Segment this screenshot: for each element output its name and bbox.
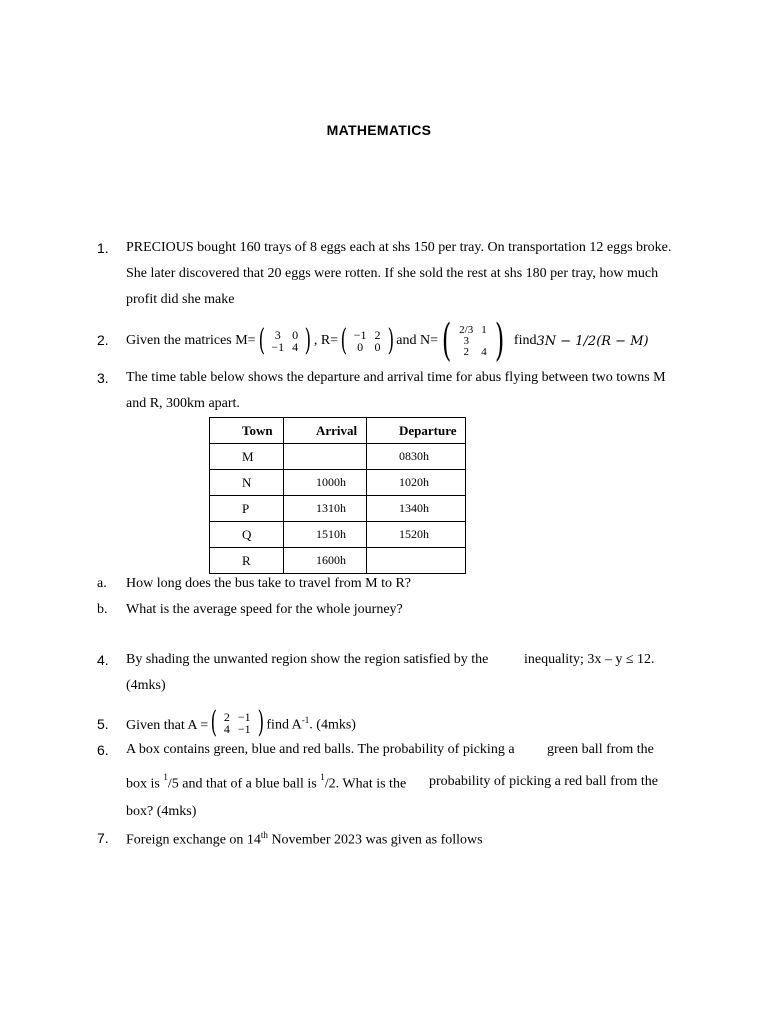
q5-inverse-sup: -1 — [301, 715, 310, 726]
matrix-a: ( 2 −1 4 −1 ) — [210, 705, 264, 740]
table-row — [210, 470, 466, 496]
q2-find: find — [513, 333, 537, 348]
question-number-2: 2. — [97, 332, 109, 348]
town-cell: N — [210, 470, 284, 496]
question-number-7: 7. — [97, 830, 109, 846]
departure-cell: 1020h — [367, 470, 466, 496]
arrival-cell: 1600h — [284, 548, 367, 574]
q6-line-1b: green ball from the — [547, 742, 654, 757]
q6-frac-1-den: /5 — [167, 776, 179, 792]
q6-line-2: box is $^1$/5 and that of a blue ball is $^1$/2. What is the — [126, 772, 407, 792]
q3-part-b-label: b. — [97, 602, 108, 617]
page-title: MATHEMATICS — [326, 122, 432, 138]
q5-statement — [126, 700, 356, 742]
matrix-m: ( 3 0 −1 4 ) — [258, 323, 312, 358]
town-cell: M — [210, 444, 284, 470]
q2-sep-2: and N= — [396, 333, 438, 348]
q6-frac-2-num: 1 — [320, 772, 325, 782]
question-number-5: 5. — [97, 716, 109, 732]
q3-part-a: How long does the bus take to travel from M to R? — [126, 576, 412, 591]
arrival-cell: 1310h — [284, 496, 367, 522]
q1-line-2: She later discovered that 20 eggs were rotten. If she sold the rest at shs 180 per tray, how much — [126, 266, 659, 281]
question-number-1: 1. — [97, 240, 109, 256]
column-header-arrival: Arrival — [284, 418, 367, 444]
matrix-r: ( −1 2 0 0 ) — [340, 323, 394, 358]
column-header-town: Town — [210, 418, 284, 444]
question-number-3: 3. — [97, 370, 109, 386]
q6-line-3: box? (4mks) — [126, 804, 197, 819]
q6-frac-2-den: /2 — [324, 776, 336, 792]
q7-ordinal-sup: th — [260, 830, 268, 840]
town-cell: P — [210, 496, 284, 522]
q4-line-1b: inequality; 3x – y ≤ 12. — [524, 652, 655, 667]
question-number-6: 6. — [97, 742, 109, 758]
matrix-n: ( 2/3 1 3 2 4 ) — [441, 315, 505, 366]
q4-line-1a: By shading the unwanted region show the region satisfied by the — [126, 652, 489, 667]
departure-cell: 1520h — [367, 522, 466, 548]
q3-part-b: What is the average speed for the whole journey? — [126, 602, 403, 617]
table-row — [210, 444, 466, 470]
table-row — [210, 548, 466, 574]
q5-intro: Given that A = — [126, 718, 209, 733]
departure-cell: 1340h — [367, 496, 466, 522]
q1-line-3: profit did she make — [126, 292, 235, 307]
q2-expression: 3N − 1/2(R − M) — [536, 333, 649, 349]
table-row — [210, 496, 466, 522]
timetable — [209, 417, 466, 574]
q7-line-1: Foreign exchange on 14th November 2023 was given as follows — [126, 830, 483, 848]
departure-cell — [367, 548, 466, 574]
arrival-cell: 1000h — [284, 470, 367, 496]
q1-line-1: PRECIOUS bought 160 trays of 8 eggs each at shs 150 per tray. On transportation 12 eggs broke. — [126, 240, 672, 255]
arrival-cell — [284, 444, 367, 470]
q6-frac-1-num: 1 — [163, 772, 168, 782]
departure-cell: 0830h — [367, 444, 466, 470]
arrival-cell: 1510h — [284, 522, 367, 548]
town-cell: Q — [210, 522, 284, 548]
q3-line-1: The time table below shows the departure and arrival time for abus flying between two towns M — [126, 370, 666, 385]
table-row — [210, 522, 466, 548]
q6-line-2d: probability of picking a red ball from the — [429, 774, 658, 789]
column-header-departure: Departure — [367, 418, 466, 444]
q6-line-1a: A box contains green, blue and red balls. The probability of picking a — [126, 742, 515, 757]
q2-sep-1: , R= — [313, 333, 339, 348]
q2-intro: Given the matrices M= — [126, 333, 256, 348]
timetable-header-row — [210, 418, 466, 444]
q4-marks: (4mks) — [126, 678, 166, 693]
q3-line-2: and R, 300km apart. — [126, 396, 240, 411]
q2-statement — [126, 315, 649, 366]
q5-marks: . (4mks) — [309, 718, 356, 733]
question-number-4: 4. — [97, 652, 109, 668]
q3-part-a-label: a. — [97, 576, 107, 591]
q5-find: find A — [266, 718, 302, 733]
town-cell: R — [210, 548, 284, 574]
